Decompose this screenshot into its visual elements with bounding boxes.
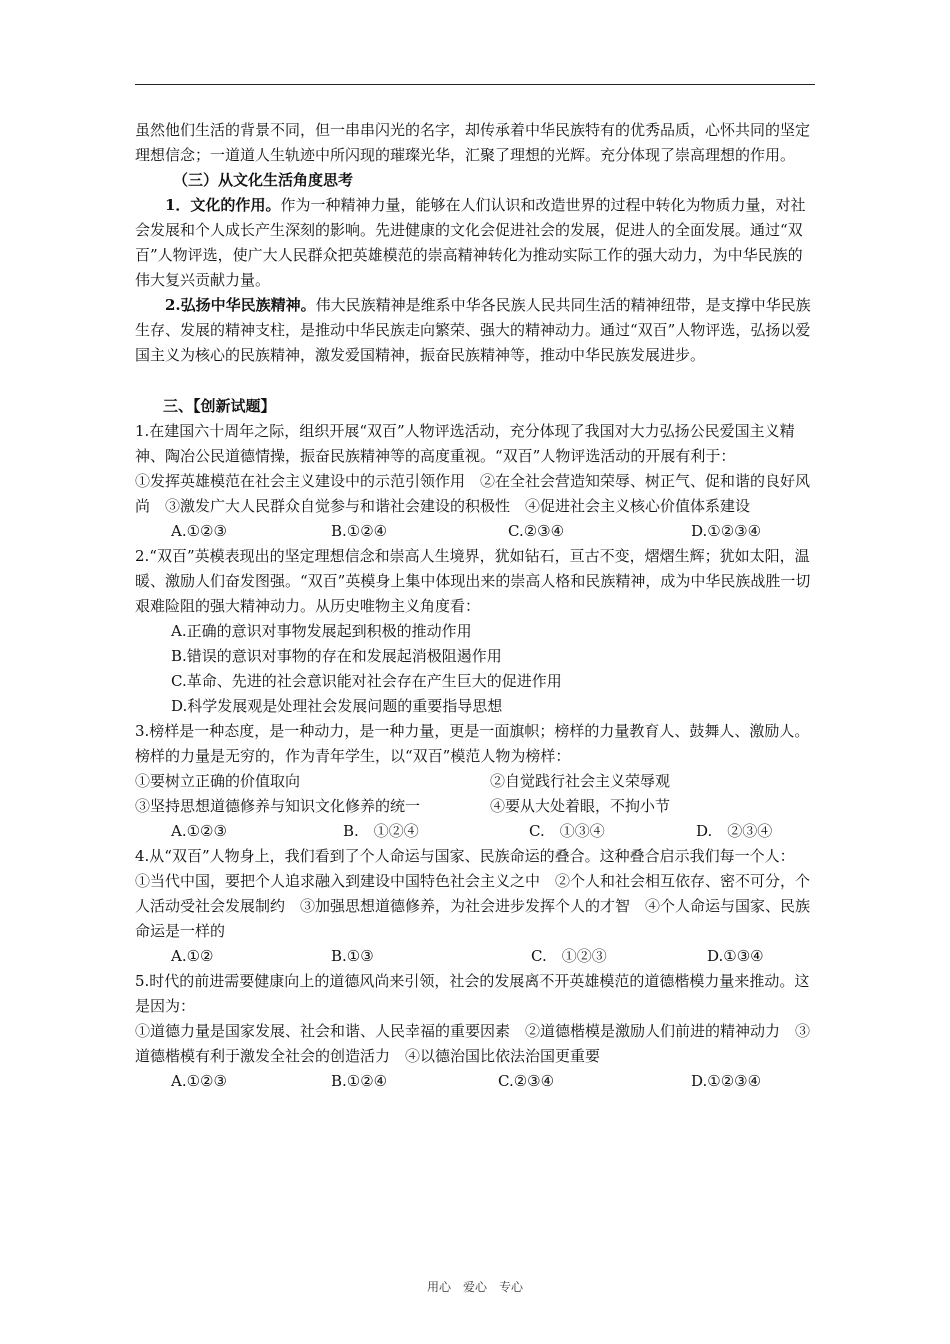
q1-choice-d: D.①②③④ <box>691 522 762 540</box>
q3-choice-b: B. ①②④ <box>343 822 419 840</box>
section-heading-culture: （三）从文化生活角度思考 <box>173 171 354 189</box>
q3-statement-1: ①要树立正确的价值取向 <box>135 772 301 790</box>
q4-stem: 4.从“双百”人物身上，我们看到了个人命运与国家、民族命运的叠合。这种叠合启示我们每一个人： <box>135 847 795 865</box>
q1-choices <box>135 519 815 544</box>
point-2 <box>135 293 815 368</box>
q3-choice-a: A.①②③ <box>171 822 227 840</box>
q3-choice-c: C. ①③④ <box>529 822 605 840</box>
page-footer: 用心 爱心 专心 <box>426 1280 523 1294</box>
q5-choices <box>135 1069 815 1094</box>
q5-choice-a: A.①②③ <box>171 1072 227 1090</box>
intro-paragraph: 虽然他们生活的背景不同，但一串串闪光的名字，却传承着中华民族特有的优秀品质，心怀共同的坚定理想信念；一道道人生轨迹中所闪现的璀璨光华，汇聚了理想的光辉。充分体现了崇高理想的作用。 <box>135 121 811 164</box>
q3-stem: 3.榜样是一种态度，是一种动力，是一种力量，更是一面旗帜；榜样的力量教育人、鼓舞人、激励人。榜样的力量是无穷的，作为青年学生，以“双百”模范人物为榜样： <box>135 722 810 765</box>
q4-choices <box>135 944 815 969</box>
point-1-title: 1．文化的作用。 <box>165 196 281 214</box>
point-2-body: 伟大民族精神是维系中华各民族人民共同生活的精神纽带，是支撑中华民族生存、发展的精神支柱，是推动中华民族走向繁荣、强大的精神动力。通过“双百”人物评选，弘扬以爱国主义为核心的民族精神，激发爱国精神，振奋民族精神等，推动中华民族发展进步。 <box>135 296 811 364</box>
q2-option-b: B.错误的意识对事物的存在和发展起消极阻遏作用 <box>171 647 502 665</box>
document-body <box>135 118 815 1094</box>
q4-statements: ①当代中国，要把个人追求融入到建设中国特色社会主义之中 ②个人和社会相互依存、密不可分，个人活动受社会发展制约 ③加强思想道德修养，为社会进步发挥个人的才智 ④个人命运与国家、民族命运是一样的 <box>135 872 811 940</box>
q5-choice-d: D.①②③④ <box>691 1072 762 1090</box>
q5-choice-c: C.②③④ <box>498 1072 555 1090</box>
q2-option-a: A.正确的意识对事物发展起到积极的推动作用 <box>171 622 472 640</box>
point-1-body: 作为一种精神力量，能够在人们认识和改造世界的过程中转化为物质力量，对社会发展和个人成长产生深刻的影响。先进健康的文化会促进社会的发展，促进人的全面发展。通过“双百”人物评选，使广大人民群众把英雄模范的崇高精神转化为推动实际工作的强大动力，为中华民族的伟大复兴贡献力量。 <box>135 196 806 289</box>
q3-statement-4: ④要从大处着眼，不拘小节 <box>490 797 671 815</box>
q3-choice-d: D. ②③④ <box>696 822 773 840</box>
q2-stem: 2.“双百”英模表现出的坚定理想信念和崇高人生境界，犹如钻石，亘古不变，熠熠生辉；犹如太阳，温暖、激励人们奋发图强。“双百”英模身上集中体现出来的崇高人格和民族精神，成为中华民族战胜一切艰难险阻的强大精神动力。从历史唯物主义角度看： <box>135 547 811 615</box>
q1-statements: ①发挥英雄模范在社会主义建设中的示范引领作用 ②在全社会营造知荣辱、树正气、促和谐的良好风尚 ③激发广大人民群众自觉参与和谐社会建设的积极性 ④促进社会主义核心价值体系建设 <box>135 472 811 515</box>
q3-statements-row-1 <box>135 769 815 794</box>
q2-option-c: C.革命、先进的社会意识能对社会存在产生巨大的促进作用 <box>171 672 562 690</box>
q4-choice-b: B.①③ <box>331 947 374 965</box>
header-rule <box>135 84 815 85</box>
q3-statement-3: ③坚持思想道德修养与知识文化修养的统一 <box>135 797 421 815</box>
q3-choices <box>135 819 815 844</box>
q5-stem: 5.时代的前进需要健康向上的道德风尚来引领，社会的发展离不开英雄模范的道德楷模力量来推动。这是因为： <box>135 972 810 1015</box>
q5-choice-b: B.①②④ <box>331 1072 388 1090</box>
q5-statements: ①道德力量是国家发展、社会和谐、人民幸福的重要因素 ②道德楷模是激励人们前进的精神动力 ③道德楷模有利于激发全社会的创造活力 ④以德治国比依法治国更重要 <box>135 1022 811 1065</box>
section-heading-questions: 三、【创新试题】 <box>163 397 276 415</box>
q2-option-d: D.科学发展观是处理社会发展问题的重要指导思想 <box>171 697 503 715</box>
q1-stem: 1.在建国六十周年之际，组织开展“双百”人物评选活动，充分体现了我国对大力弘扬公民爱国主义精神、陶冶公民道德情操，振奋民族精神等的高度重视。“双百”人物评选活动的开展有利于： <box>135 422 795 465</box>
q3-statements-row-2 <box>135 794 815 819</box>
q4-choice-c: C. ①②③ <box>531 947 607 965</box>
q1-choice-b: B.①②④ <box>331 522 388 540</box>
q3-statement-2: ②自觉践行社会主义荣辱观 <box>490 772 671 790</box>
q4-choice-d: D.①③④ <box>707 947 764 965</box>
point-1 <box>135 193 815 293</box>
point-2-title: 2.弘扬中华民族精神。 <box>165 296 316 314</box>
q4-choice-a: A.①② <box>171 947 214 965</box>
q1-choice-a: A.①②③ <box>171 522 227 540</box>
q1-choice-c: C.②③④ <box>508 522 565 540</box>
